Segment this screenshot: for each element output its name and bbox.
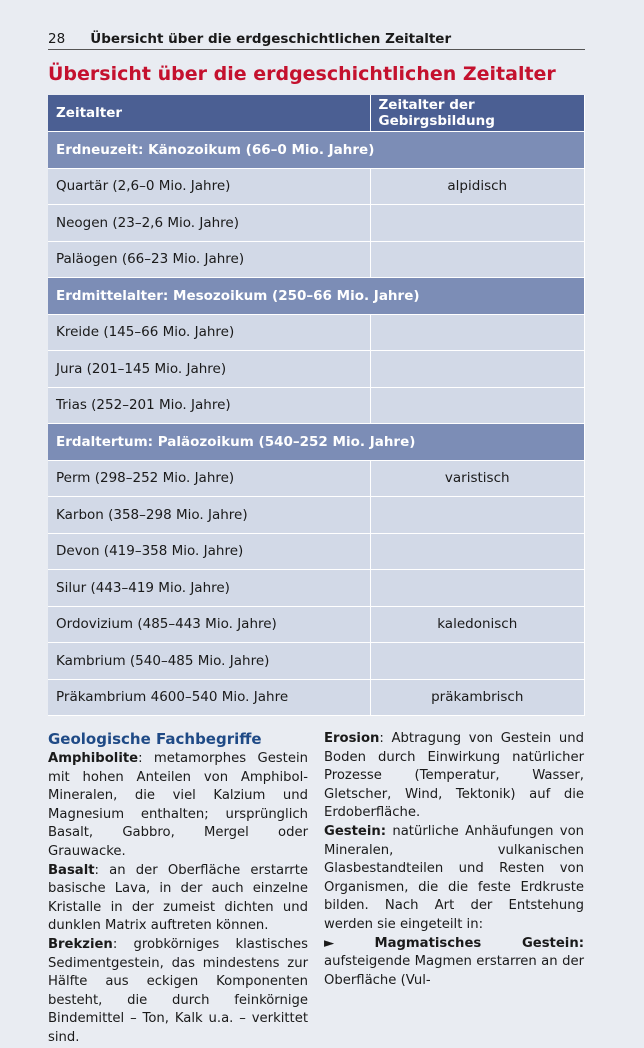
table-row [48,570,585,607]
orogeny-cell [370,351,585,388]
orogeny-cell [370,241,585,278]
table-row [48,387,585,424]
period-cell: Kambrium (540–485 Mio. Jahre) [48,643,370,680]
period-cell: Devon (419–358 Mio. Jahre) [48,533,370,570]
table-row [48,460,585,497]
orogeny-cell: präkambrisch [370,679,585,716]
page-title: Übersicht über die erdgeschichtlichen Zeitalter [48,63,556,85]
glossary-term: Erosion [324,731,380,746]
era-row-kaenozoikum: Erdneuzeit: Känozoikum (66–0 Mio. Jahre) [48,132,585,169]
orogeny-cell: varistisch [370,460,585,497]
glossary-definition: : grobkörniges klastisches Sedimentgestein, das mindestens zur Hälfte aus eckigen Komponenten besteht, die durch feinkörnige Bindemittel – Ton, Kalk u.a. – verkittet sind. [48,936,308,1045]
glossary-definition: : Abtragung von Gestein und Boden durch Einwirkung natürlicher Prozesse (Temperatur, Wasser, Gletscher, Wind, Tektonik) auf die Erdoberfläche. [324,731,584,821]
arrow-right-icon: ► [324,935,335,951]
running-head-title: Übersicht über die erdgeschichtlichen Zeitalter [90,31,452,47]
table-row [48,314,585,351]
glossary-entry-brekzien [48,936,308,1048]
orogeny-cell [370,533,585,570]
column-header-orogeny: Zeitalter der Gebirgsbildung [370,95,585,132]
table-row [48,168,585,205]
period-cell: Neogen (23–2,6 Mio. Jahre) [48,205,370,242]
orogeny-cell [370,497,585,534]
period-cell: Jura (201–145 Mio. Jahre) [48,351,370,388]
table-row [48,351,585,388]
geologic-ages-table [48,95,585,716]
glossary-column-right [324,730,584,990]
table-row [48,533,585,570]
period-cell: Ordovizium (485–443 Mio. Jahre) [48,606,370,643]
glossary-term: Magmatisches Gestein: [374,935,584,951]
glossary-term: Basalt [48,862,95,878]
orogeny-cell: kaledonisch [370,606,585,643]
period-cell: Trias (252–201 Mio. Jahre) [48,387,370,424]
orogeny-cell [370,570,585,607]
glossary-term: Brekzien [48,936,113,952]
period-cell: Präkambrium 4600–540 Mio. Jahre [48,679,370,716]
orogeny-cell [370,387,585,424]
table-row [48,497,585,534]
glossary-definition: : an der Oberfläche erstarrte basische Lava, in der auch einzelne Kristalle in der zumeist dichten und dunklen Matrix auftreten können. [48,862,308,934]
period-cell: Perm (298–252 Mio. Jahre) [48,460,370,497]
glossary-entry-basalt [48,862,308,936]
glossary-entry-amphibolite [48,750,308,862]
orogeny-cell [370,205,585,242]
table-row [48,241,585,278]
table-row [48,679,585,716]
glossary-entry-erosion [324,730,584,823]
orogeny-cell: alpidisch [370,168,585,205]
period-cell: Paläogen (66–23 Mio. Jahre) [48,241,370,278]
era-row-palaeozoikum: Erdaltertum: Paläozoikum (540–252 Mio. Jahre) [48,424,585,461]
glossary-term: Amphibolite [48,751,139,766]
glossary-heading: Geologische Fachbegriffe [48,730,262,748]
glossary-entry-magmatisch [324,935,584,991]
orogeny-cell [370,314,585,351]
period-cell: Kreide (145–66 Mio. Jahre) [48,314,370,351]
glossary-term: Gestein: [324,823,387,839]
table-row [48,643,585,680]
page-number: 28 [48,31,66,47]
running-head [48,30,585,50]
table-row [48,606,585,643]
glossary-column-left [48,730,308,1048]
era-row-mesozoikum: Erdmittelalter: Mesozoikum (250–66 Mio. Jahre) [48,278,585,315]
period-cell: Silur (443–419 Mio. Jahre) [48,570,370,607]
glossary-definition: : metamorphes Gestein mit hohen Anteilen von Amphibol-Mineralen, die viel Kalzium und Magnesium enthalten; ursprünglich Basalt, Gabbro, Mergel oder Grauwacke. [48,751,308,859]
glossary-entry-gestein [324,823,584,935]
table-row [48,205,585,242]
column-header-age: Zeitalter [48,95,370,132]
period-cell: Karbon (358–298 Mio. Jahre) [48,497,370,534]
orogeny-cell [370,643,585,680]
glossary-definition: natürliche Anhäufungen von Mineralen, vulkanischen Glasbestandteilen und Resten von Organismen, die die feste Erdkruste bilden. Nach Art der Entstehung werden sie eingeteilt in: [324,823,584,932]
period-cell: Quartär (2,6–0 Mio. Jahre) [48,168,370,205]
glossary-definition: aufsteigende Magmen erstarren an der Oberfläche (Vul- [324,954,584,988]
table-header-row [48,95,585,132]
